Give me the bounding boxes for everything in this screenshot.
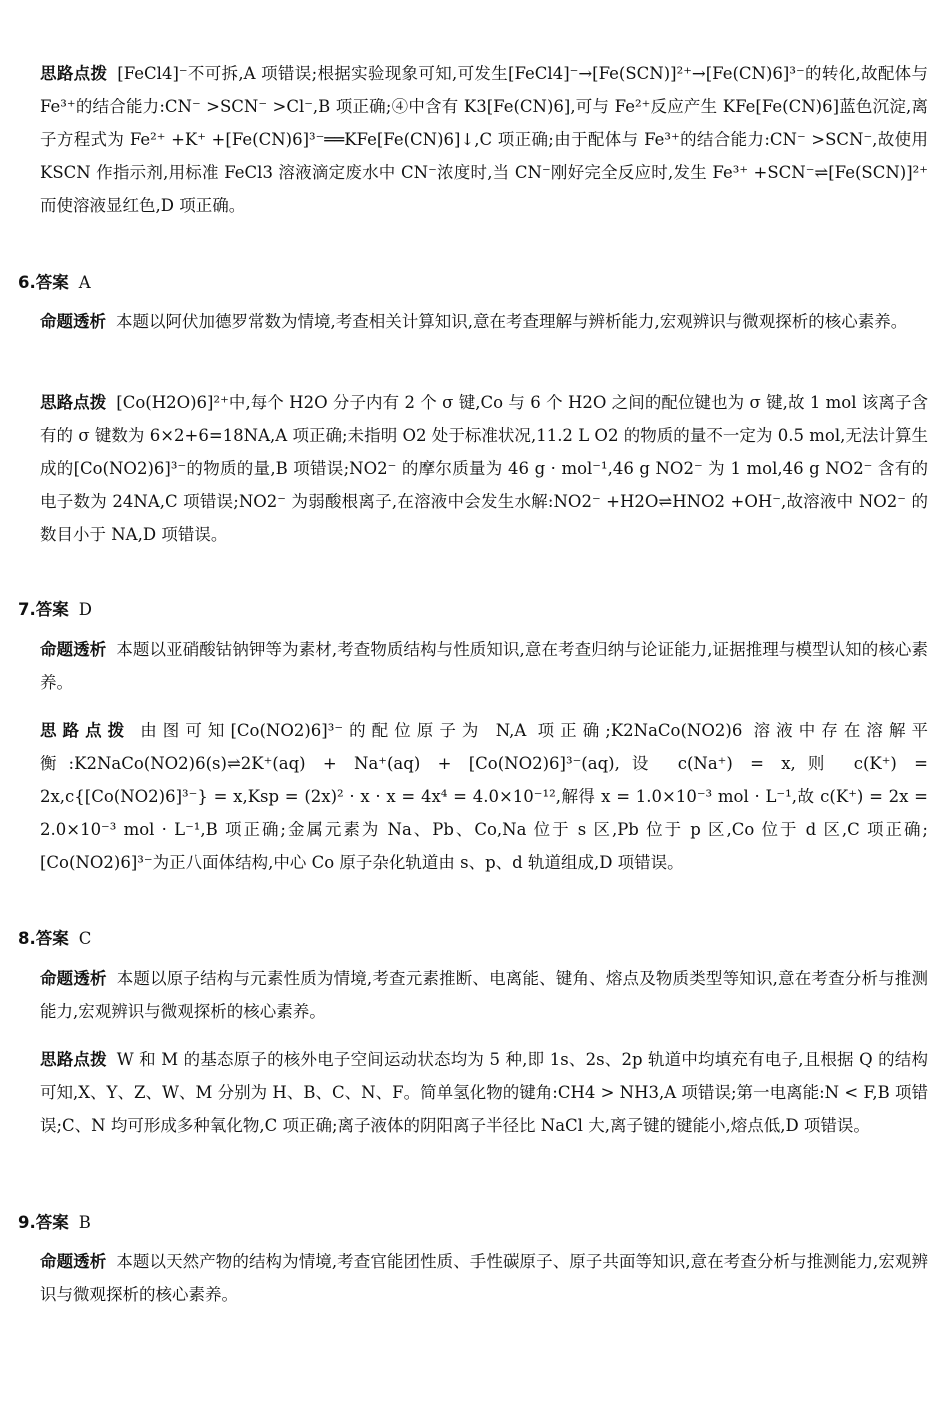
q8-intent-block: [40, 962, 928, 1028]
q8-analysis-paragraph: [40, 1043, 928, 1142]
q7-analysis-block: [40, 714, 928, 879]
q8-answer: C: [78, 929, 92, 948]
q6-number: 6.: [18, 273, 36, 292]
q8-intent-text: 本题以原子结构与元素性质为情境,考查元素推断、电离能、键角、熔点及物质类型等知识,意在考查分析与推测能力,宏观辨识与微观探析的核心素养。: [40, 969, 928, 1021]
q6-intent-block: [40, 305, 928, 338]
q8-number: 8.: [18, 929, 36, 948]
intent-label: 命题透析: [40, 1252, 107, 1271]
q6-analysis-block: [40, 386, 928, 551]
q5-analysis-block: [40, 57, 928, 222]
q7-analysis-paragraph: [40, 714, 928, 879]
q7-number: 7.: [18, 600, 36, 619]
q6-intent-text: 本题以阿伏加德罗常数为情境,考查相关计算知识,意在考查理解与辨析能力,宏观辨识与微观探析的核心素养。: [116, 312, 908, 331]
q5-analysis-paragraph: [40, 57, 928, 222]
q8-analysis-text: W 和 M 的基态原子的核外电子空间运动状态均为 5 种,即 1s、2s、2p 轨道中均填充有电子,且根据 Q 的结构可知,X、Y、Z、W、M 分别为 H、B、C、N、F。简单氢化物的键角:CH4 > NH3,A 项错误;第一电离能:N < F,B 项错误;C、N 均可形成多种氧化物,C 项正确;离子液体的阴阳离子半径比 NaCl 大,离子键的键能小,熔点低,D 项错误。: [40, 1050, 928, 1135]
q7-answer-heading: [18, 593, 92, 626]
intent-label: 命题透析: [40, 640, 107, 659]
q7-intent-paragraph: [40, 633, 928, 699]
answer-label: 答案: [35, 600, 69, 619]
q8-answer-heading: [18, 922, 91, 955]
q6-answer: A: [78, 273, 91, 292]
q9-intent-text: 本题以天然产物的结构为情境,考查官能团性质、手性碳原子、原子共面等知识,意在考查分析与推测能力,宏观辨识与微观探析的核心素养。: [40, 1252, 928, 1304]
q7-intent-text: 本题以亚硝酸钴钠钾等为素材,考查物质结构与性质知识,意在考查归纳与论证能力,证据推理与模型认知的核心素养。: [40, 640, 928, 692]
q6-analysis-text: [Co(H2O)6]²⁺中,每个 H2O 分子内有 2 个 σ 键,Co 与 6 个 H2O 之间的配位键也为 σ 键,故 1 mol 该离子含有的 σ 键数为 6×2+6=18NA,A 项正确;未指明 O2 处于标准状况,11.2 L O2 的物质的量不一定为 0.5 mol,无法计算生成的[Co(NO2)6]³⁻的物质的量,B 项错误;NO2⁻ 的摩尔质量为 46 g · mol⁻¹,46 g NO2⁻ 为 1 mol,46 g NO2⁻ 含有的电子数为 24NA,C 项错误;NO2⁻ 为弱酸根离子,在溶液中会发生水解:NO2⁻ +H2O⇌HNO2 +OH⁻,故溶液中 NO2⁻ 的数目小于 NA,D 项错误。: [40, 393, 928, 544]
q7-answer: D: [78, 600, 92, 619]
analysis-label: 思路点拨: [40, 1050, 107, 1069]
q6-intent-paragraph: [40, 305, 928, 338]
answer-label: 答案: [35, 273, 69, 292]
q9-number: 9.: [18, 1213, 36, 1232]
q9-answer: B: [78, 1213, 91, 1232]
answer-label: 答案: [35, 1213, 69, 1232]
q7-analysis-text: 由图可知[Co(NO2)6]³⁻的配位原子为 N,A 项正确;K2NaCo(NO2)6 溶液中存在溶解平衡:K2NaCo(NO2)6(s)⇌2K⁺(aq) + Na⁺(aq) + [Co(NO2)6]³⁻(aq),设 c(Na⁺) = x,则 c(K⁺) = 2x,c{[Co(NO2)6]³⁻} = x,Ksp = (2x)² · x · x = 4x⁴ = 4.0×10⁻¹²,解得 x = 1.0×10⁻³ mol · L⁻¹,故 c(K⁺) = 2x = 2.0×10⁻³ mol · L⁻¹,B 项正确;金属元素为 Na、Pb、Co,Na 位于 s 区,Pb 位于 p 区,Co 位于 d 区,C 项正确;[Co(NO2)6]³⁻为正八面体结构,中心 Co 原子杂化轨道由 s、p、d 轨道组成,D 项错误。: [40, 721, 929, 872]
intent-label: 命题透析: [40, 312, 106, 331]
q6-answer-heading: [18, 266, 91, 299]
answer-label: 答案: [35, 929, 69, 948]
q8-intent-paragraph: [40, 962, 928, 1028]
intent-label: 命题透析: [40, 969, 107, 988]
analysis-label: 思路点拨: [40, 393, 107, 412]
analysis-label: 思路点拨: [40, 64, 108, 83]
q6-analysis-paragraph: [40, 386, 928, 551]
q7-intent-block: [40, 633, 928, 699]
q8-analysis-block: [40, 1043, 928, 1142]
analysis-label: 思路点拨: [40, 721, 131, 740]
q9-intent-paragraph: [40, 1245, 928, 1311]
q5-analysis-text: [FeCl4]⁻不可拆,A 项错误;根据实验现象可知,可发生[FeCl4]⁻→[Fe(SCN)]²⁺→[Fe(CN)6]³⁻的转化,故配体与 Fe³⁺的结合能力:CN⁻ >SCN⁻ >Cl⁻,B 项正确;④中含有 K3[Fe(CN)6],可与 Fe²⁺反应产生 KFe[Fe(CN)6]蓝色沉淀,离子方程式为 Fe²⁺ +K⁺ +[Fe(CN)6]³⁻══KFe[Fe(CN)6]↓,C 项正确;由于配体与 Fe³⁺的结合能力:CN⁻ >SCN⁻,故使用 KSCN 作指示剂,用标准 FeCl3 溶液滴定废水中 CN⁻浓度时,当 CN⁻刚好完全反应时,发生 Fe³⁺ +SCN⁻⇌[Fe(SCN)]²⁺而使溶液显红色,D 项正确。: [40, 64, 929, 215]
q9-intent-block: [40, 1245, 928, 1311]
q9-answer-heading: [18, 1206, 91, 1239]
